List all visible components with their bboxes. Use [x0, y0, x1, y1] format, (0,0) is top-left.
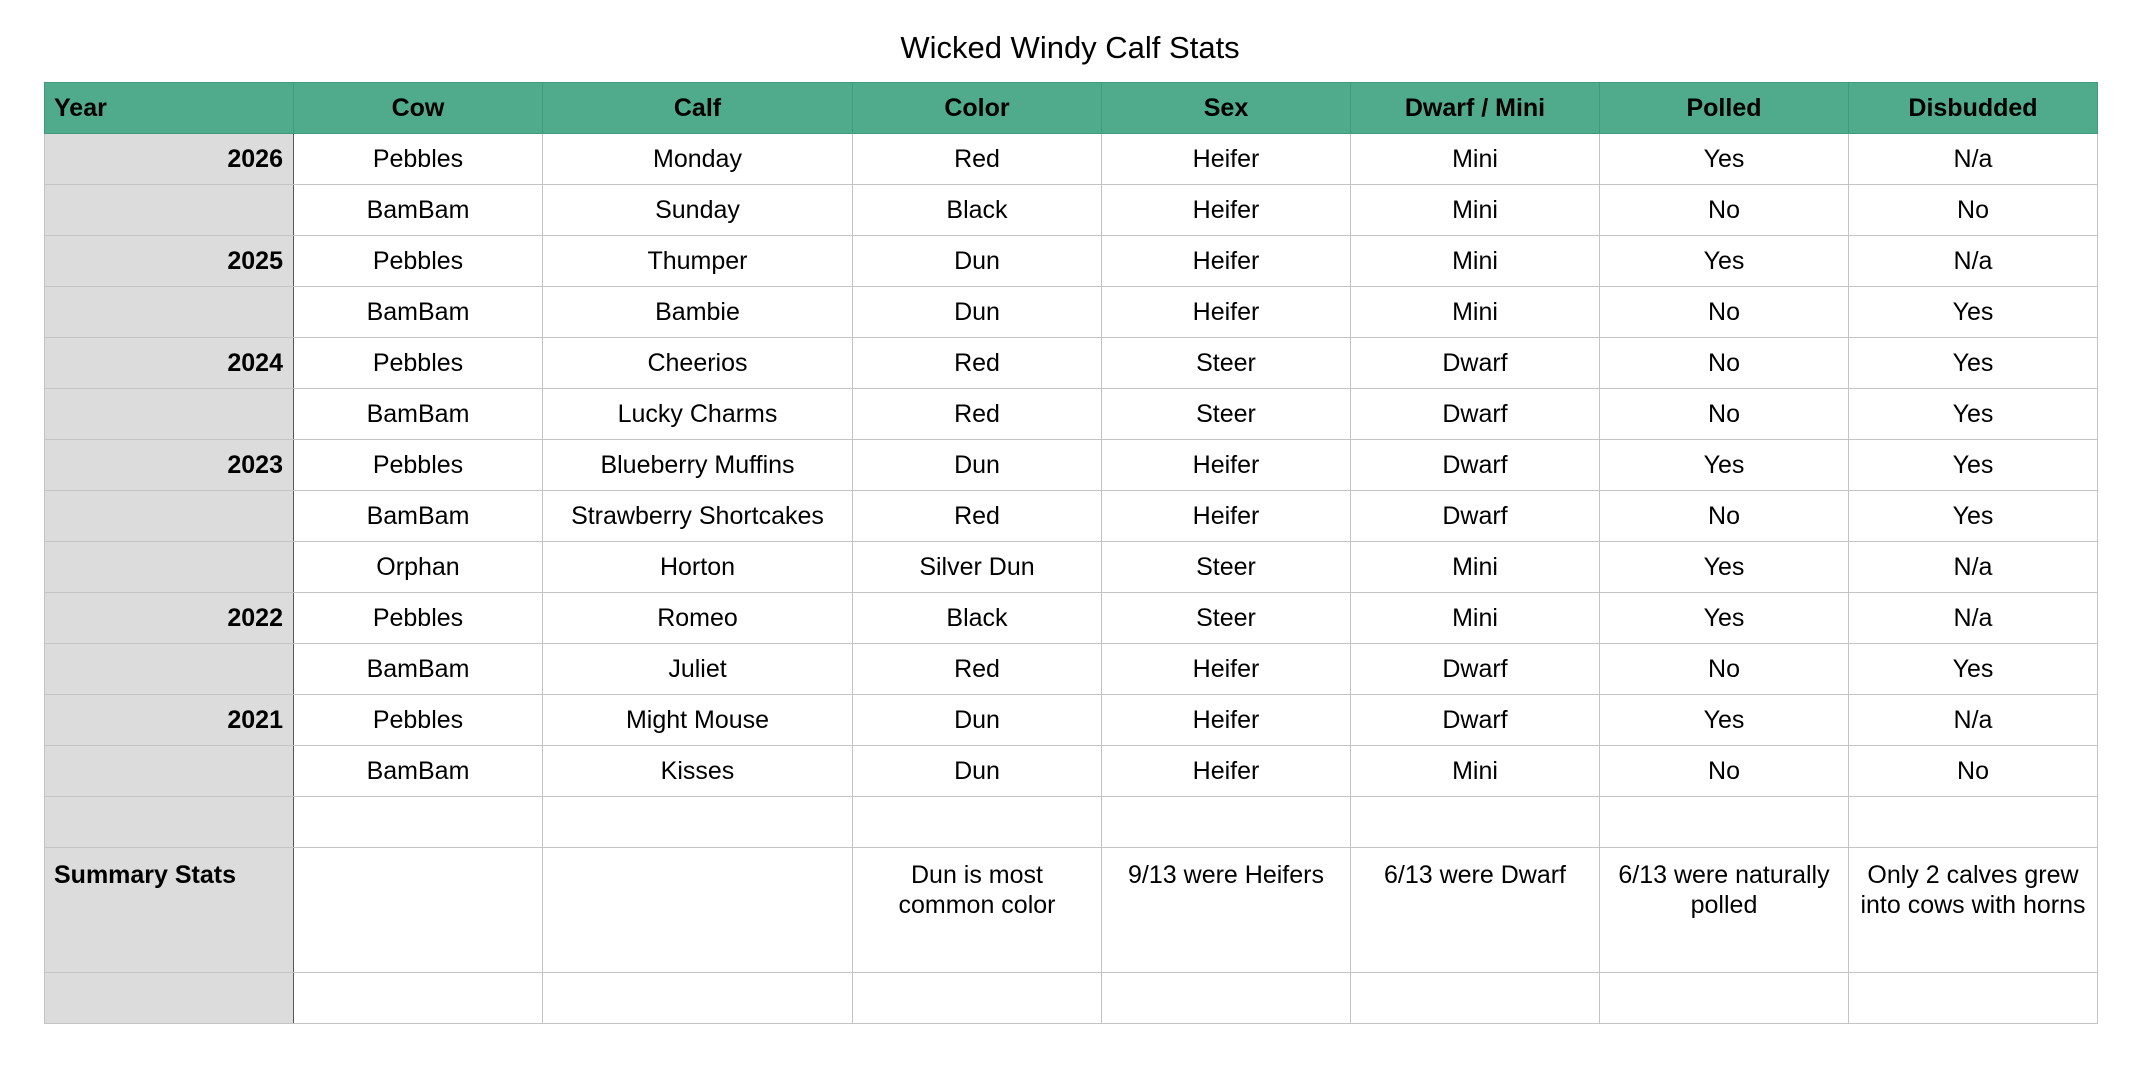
summary-row — [45, 848, 2098, 973]
cell-disbudded[interactable]: Yes — [1849, 338, 2098, 389]
cell-year[interactable]: Summary Stats — [45, 848, 294, 973]
table-row — [45, 389, 2098, 440]
cell-disbudded[interactable] — [1849, 848, 2098, 973]
cell-cow[interactable]: Pebbles — [294, 695, 543, 746]
cell-polled[interactable]: Yes — [1600, 542, 1849, 593]
cell-polled[interactable] — [1600, 848, 1849, 973]
cell-color[interactable]: Red — [853, 134, 1102, 185]
summary-text: Only 2 calves grew into cows with horns — [1860, 861, 2086, 919]
cell-color[interactable] — [853, 973, 1102, 1024]
summary-text: 6/13 were Dwarf — [1383, 861, 1567, 889]
cell-cow[interactable]: Orphan — [294, 542, 543, 593]
cell-polled[interactable]: No — [1600, 644, 1849, 695]
cell-dwarf-mini[interactable]: Dwarf — [1351, 491, 1600, 542]
cell-year[interactable]: 2021 — [45, 695, 294, 746]
cell-polled[interactable]: No — [1600, 746, 1849, 797]
cell-year[interactable]: 2026 — [45, 134, 294, 185]
cell-polled[interactable]: No — [1600, 185, 1849, 236]
cell-disbudded[interactable]: Yes — [1849, 644, 2098, 695]
cell-disbudded[interactable] — [1849, 973, 2098, 1024]
cell-dwarf-mini[interactable]: Dwarf — [1351, 389, 1600, 440]
cell-color[interactable]: Dun — [853, 695, 1102, 746]
sheet-title: Wicked Windy Calf Stats — [900, 30, 1240, 65]
cell-color[interactable]: Red — [853, 389, 1102, 440]
table-row — [45, 338, 2098, 389]
cell-sex[interactable]: Steer — [1102, 593, 1351, 644]
cell-disbudded[interactable]: N/a — [1849, 593, 2098, 644]
cell-dwarf-mini[interactable]: Dwarf — [1351, 695, 1600, 746]
cell-year[interactable] — [45, 797, 294, 848]
column-header-calf[interactable]: Calf — [543, 83, 853, 134]
cell-disbudded[interactable]: N/a — [1849, 134, 2098, 185]
cell-dwarf-mini[interactable]: Mini — [1351, 287, 1600, 338]
table-row — [45, 746, 2098, 797]
table-row — [45, 797, 2098, 848]
column-header-color[interactable]: Color — [853, 83, 1102, 134]
cell-sex[interactable]: Heifer — [1102, 644, 1351, 695]
cell-disbudded[interactable]: No — [1849, 746, 2098, 797]
cell-cow[interactable]: Pebbles — [294, 440, 543, 491]
cell-dwarf-mini[interactable]: Mini — [1351, 542, 1600, 593]
table-row — [45, 644, 2098, 695]
cell-year[interactable] — [45, 973, 294, 1024]
cell-color[interactable]: Dun — [853, 287, 1102, 338]
cell-dwarf-mini[interactable] — [1351, 973, 1600, 1024]
cell-polled[interactable]: Yes — [1600, 695, 1849, 746]
cell-year[interactable]: 2024 — [45, 338, 294, 389]
table-row — [45, 440, 2098, 491]
cell-cow[interactable]: BamBam — [294, 644, 543, 695]
cell-sex[interactable]: Heifer — [1102, 185, 1351, 236]
header-row — [45, 83, 2098, 134]
cell-cow[interactable]: Pebbles — [294, 338, 543, 389]
column-header-disbudded[interactable]: Disbudded — [1849, 83, 2098, 134]
cell-cow[interactable]: BamBam — [294, 185, 543, 236]
column-header-cow[interactable]: Cow — [294, 83, 543, 134]
cell-color[interactable]: Red — [853, 491, 1102, 542]
cell-cow[interactable]: Pebbles — [294, 593, 543, 644]
cell-year[interactable] — [45, 185, 294, 236]
cell-polled[interactable]: Yes — [1600, 134, 1849, 185]
table-row — [45, 185, 2098, 236]
table-row — [45, 491, 2098, 542]
cell-color[interactable]: Dun — [853, 440, 1102, 491]
cell-year[interactable] — [45, 644, 294, 695]
summary-text: 6/13 were naturally polled — [1618, 861, 1830, 919]
cell-sex[interactable]: Heifer — [1102, 287, 1351, 338]
cell-cow[interactable] — [294, 848, 543, 973]
cell-dwarf-mini[interactable]: Mini — [1351, 134, 1600, 185]
cell-color[interactable] — [853, 848, 1102, 973]
table-row — [45, 593, 2098, 644]
table-row — [45, 695, 2098, 746]
cell-calf[interactable]: Cheerios — [543, 338, 853, 389]
cell-calf[interactable]: Monday — [543, 134, 853, 185]
cell-dwarf-mini[interactable] — [1351, 797, 1600, 848]
cell-dwarf-mini[interactable]: Mini — [1351, 185, 1600, 236]
cell-color[interactable]: Silver Dun — [853, 542, 1102, 593]
cell-cow[interactable]: BamBam — [294, 746, 543, 797]
table-row — [45, 287, 2098, 338]
cell-calf[interactable]: Lucky Charms — [543, 389, 853, 440]
calf-stats-table — [44, 82, 2098, 1024]
cell-sex[interactable]: Heifer — [1102, 134, 1351, 185]
cell-calf[interactable]: Might Mouse — [543, 695, 853, 746]
cell-calf[interactable]: Sunday — [543, 185, 853, 236]
cell-polled[interactable]: Yes — [1600, 236, 1849, 287]
cell-calf[interactable]: Kisses — [543, 746, 853, 797]
cell-cow[interactable]: BamBam — [294, 491, 543, 542]
cell-calf[interactable]: Thumper — [543, 236, 853, 287]
cell-calf[interactable]: Bambie — [543, 287, 853, 338]
column-header-year[interactable]: Year — [45, 83, 294, 134]
column-header-sex[interactable]: Sex — [1102, 83, 1351, 134]
cell-year[interactable] — [45, 287, 294, 338]
cell-color[interactable]: Black — [853, 185, 1102, 236]
summary-text: Dun is most common color — [898, 861, 1056, 919]
cell-cow[interactable]: BamBam — [294, 389, 543, 440]
cell-year[interactable]: 2023 — [45, 440, 294, 491]
cell-color[interactable] — [853, 797, 1102, 848]
cell-dwarf-mini[interactable]: Mini — [1351, 236, 1600, 287]
cell-polled[interactable] — [1600, 973, 1849, 1024]
cell-dwarf-mini[interactable]: Mini — [1351, 746, 1600, 797]
cell-cow[interactable] — [294, 797, 543, 848]
cell-sex[interactable]: Heifer — [1102, 746, 1351, 797]
cell-dwarf-mini[interactable]: Mini — [1351, 593, 1600, 644]
cell-disbudded[interactable]: Yes — [1849, 491, 2098, 542]
cell-cow[interactable]: Pebbles — [294, 236, 543, 287]
summary-text: 9/13 were Heifers — [1128, 861, 1324, 889]
cell-year[interactable]: 2025 — [45, 236, 294, 287]
cell-color[interactable]: Dun — [853, 236, 1102, 287]
cell-cow[interactable]: Pebbles — [294, 134, 543, 185]
cell-disbudded[interactable]: N/a — [1849, 695, 2098, 746]
column-header-dwarf-mini[interactable]: Dwarf / Mini — [1351, 83, 1600, 134]
cell-sex[interactable] — [1102, 848, 1351, 973]
cell-disbudded[interactable]: No — [1849, 185, 2098, 236]
cell-disbudded[interactable]: Yes — [1849, 389, 2098, 440]
cell-disbudded[interactable]: N/a — [1849, 236, 2098, 287]
cell-color[interactable]: Red — [853, 644, 1102, 695]
cell-disbudded[interactable]: N/a — [1849, 542, 2098, 593]
column-header-polled[interactable]: Polled — [1600, 83, 1849, 134]
cell-year[interactable] — [45, 542, 294, 593]
cell-sex[interactable]: Heifer — [1102, 695, 1351, 746]
cell-sex[interactable]: Heifer — [1102, 236, 1351, 287]
cell-sex[interactable] — [1102, 797, 1351, 848]
cell-polled[interactable]: No — [1600, 338, 1849, 389]
cell-dwarf-mini[interactable]: Dwarf — [1351, 440, 1600, 491]
cell-disbudded[interactable] — [1849, 797, 2098, 848]
cell-calf[interactable] — [543, 848, 853, 973]
cell-disbudded[interactable]: Yes — [1849, 287, 2098, 338]
cell-dwarf-mini[interactable]: Dwarf — [1351, 644, 1600, 695]
cell-sex[interactable]: Steer — [1102, 542, 1351, 593]
cell-calf[interactable]: Strawberry Shortcakes — [543, 491, 853, 542]
table-row — [45, 542, 2098, 593]
cell-year[interactable]: 2022 — [45, 593, 294, 644]
cell-calf[interactable]: Blueberry Muffins — [543, 440, 853, 491]
cell-color[interactable]: Red — [853, 338, 1102, 389]
cell-year[interactable] — [45, 491, 294, 542]
cell-sex[interactable]: Heifer — [1102, 440, 1351, 491]
table-row — [45, 973, 2098, 1024]
cell-color[interactable]: Black — [853, 593, 1102, 644]
cell-polled[interactable]: Yes — [1600, 440, 1849, 491]
cell-cow[interactable]: BamBam — [294, 287, 543, 338]
table-row — [45, 236, 2098, 287]
cell-disbudded[interactable]: Yes — [1849, 440, 2098, 491]
cell-cow[interactable] — [294, 973, 543, 1024]
cell-polled[interactable] — [1600, 797, 1849, 848]
cell-polled[interactable]: No — [1600, 287, 1849, 338]
cell-color[interactable]: Dun — [853, 746, 1102, 797]
cell-dwarf-mini[interactable]: Dwarf — [1351, 338, 1600, 389]
table-row — [45, 134, 2098, 185]
cell-sex[interactable]: Steer — [1102, 389, 1351, 440]
cell-sex[interactable] — [1102, 973, 1351, 1024]
cell-calf[interactable]: Juliet — [543, 644, 853, 695]
cell-polled[interactable]: No — [1600, 491, 1849, 542]
cell-polled[interactable]: No — [1600, 389, 1849, 440]
cell-calf[interactable] — [543, 797, 853, 848]
cell-year[interactable] — [45, 746, 294, 797]
cell-polled[interactable]: Yes — [1600, 593, 1849, 644]
cell-calf[interactable]: Romeo — [543, 593, 853, 644]
cell-sex[interactable]: Heifer — [1102, 491, 1351, 542]
cell-year[interactable] — [45, 389, 294, 440]
cell-sex[interactable]: Steer — [1102, 338, 1351, 389]
cell-calf[interactable]: Horton — [543, 542, 853, 593]
cell-dwarf-mini[interactable] — [1351, 848, 1600, 973]
cell-calf[interactable] — [543, 973, 853, 1024]
